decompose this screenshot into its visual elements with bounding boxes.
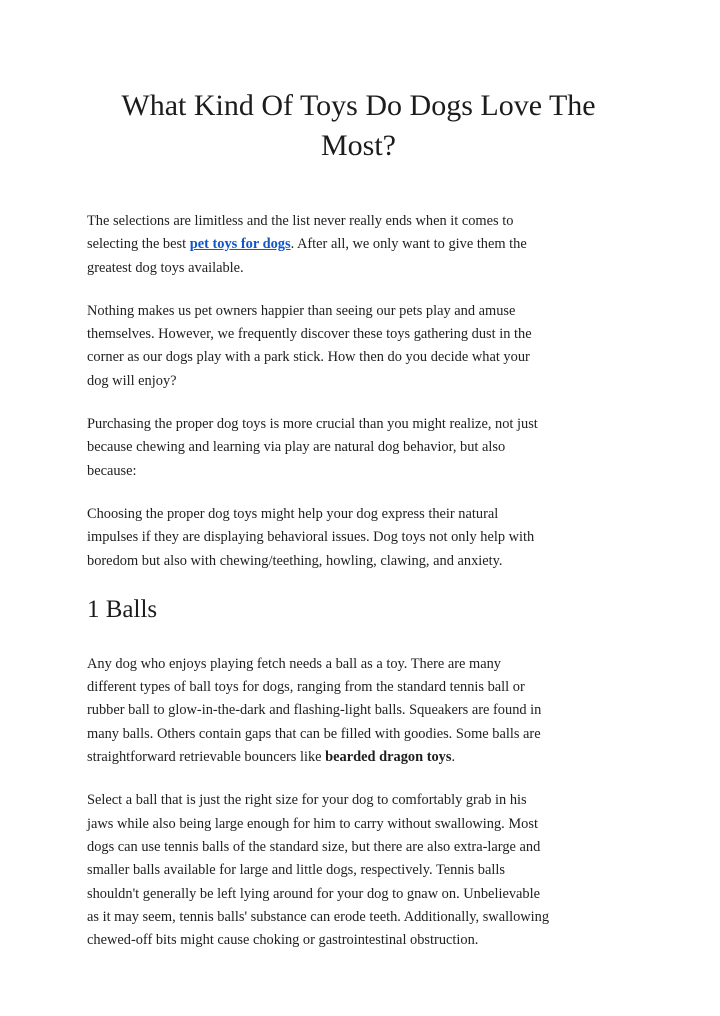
text-line	[87, 699, 630, 722]
text-segment: Choosing the proper dog toys might help your dog express their natural	[87, 505, 499, 522]
text-line	[87, 257, 630, 280]
text-segment: chewed-off bits might cause choking or gastrointestinal obstruction.	[87, 932, 479, 949]
text-line	[87, 789, 630, 812]
text-line	[87, 460, 630, 483]
text-segment: Nothing makes us pet owners happier than seeing our pets play and amuse	[87, 302, 516, 319]
text-line	[87, 653, 630, 676]
text-segment: selecting the best	[87, 236, 190, 253]
section-heading: 1 Balls	[87, 595, 158, 623]
text-line	[87, 370, 630, 393]
bold-text: bearded dragon toys	[325, 749, 452, 766]
text-line	[87, 413, 630, 436]
text-line	[87, 746, 630, 769]
text-segment: themselves. However, we frequently discover these toys gathering dust in the	[87, 326, 532, 343]
text-segment: because chewing and learning via play are natural dog behavior, but also	[87, 439, 506, 456]
text-line	[87, 210, 630, 233]
text-line	[87, 233, 630, 256]
text-line	[87, 676, 630, 699]
text-line	[87, 929, 630, 952]
document-title	[87, 86, 630, 166]
document-title-line-2: Most?	[321, 129, 396, 162]
pet-toys-for-dogs-link[interactable]: pet toys for dogs	[189, 236, 291, 253]
text-line	[87, 300, 630, 323]
text-line	[87, 323, 630, 346]
text-line	[87, 436, 630, 459]
text-segment: The selections are limitless and the list never really ends when it comes to	[87, 213, 514, 229]
document-title-line-1: What Kind Of Toys Do Dogs Love The	[121, 89, 596, 122]
paragraph	[87, 413, 630, 483]
text-segment: Any dog who enjoys playing fetch needs a ball as a toy. There are many	[87, 655, 502, 672]
text-line	[87, 906, 630, 929]
text-segment: Select a ball that is just the right size for your dog to comfortably grab in his	[87, 792, 527, 809]
text-segment: impulses if they are displaying behavioral issues. Dog toys not only help with	[87, 529, 535, 546]
paragraph	[87, 789, 630, 952]
text-segment: because:	[87, 462, 137, 479]
document-body	[87, 210, 630, 952]
text-line	[87, 526, 630, 549]
text-segment: . After all, we only want to give them the	[290, 236, 527, 253]
paragraph	[87, 653, 630, 769]
text-line	[87, 503, 630, 526]
text-line	[87, 550, 630, 573]
text-segment: many balls. Others contain gaps that can be filled with goodies. Some balls are	[87, 725, 541, 742]
paragraph	[87, 300, 630, 393]
text-segment: Purchasing the proper dog toys is more crucial than you might realize, not just	[87, 416, 538, 433]
text-line	[87, 346, 630, 369]
text-segment: different types of ball toys for dogs, ranging from the standard tennis ball or	[87, 679, 525, 696]
text-segment: shouldn't generally be left lying around for your dog to gnaw on. Unbelievable	[87, 885, 540, 902]
text-segment: boredom but also with chewing/teething, howling, clawing, and anxiety.	[87, 552, 503, 569]
text-segment: rubber ball to glow-in-the-dark and flashing-light balls. Squeakers are found in	[87, 702, 542, 719]
text-segment: dogs can use tennis balls of the standard size, but there are also extra-large and	[87, 838, 541, 855]
document-content	[87, 0, 630, 972]
paragraph	[87, 210, 630, 280]
text-segment: .	[451, 749, 456, 766]
text-segment: jaws while also being large enough for him to carry without swallowing. Most	[87, 815, 538, 832]
text-line	[87, 813, 630, 836]
text-segment: as it may seem, tennis balls' substance can erode teeth. Additionally, swallowing	[87, 908, 550, 925]
text-segment: greatest dog toys available.	[87, 259, 244, 276]
text-line	[87, 836, 630, 859]
text-line	[87, 859, 630, 882]
text-segment: dog will enjoy?	[87, 372, 177, 389]
text-segment: corner as our dogs play with a park stick. How then do you decide what your	[87, 349, 530, 366]
text-line	[87, 723, 630, 746]
text-segment: smaller balls available for large and little dogs, respectively. Tennis balls	[87, 862, 505, 879]
text-line	[87, 883, 630, 906]
paragraph	[87, 503, 630, 573]
text-segment: straightforward retrievable bouncers like	[87, 749, 326, 766]
